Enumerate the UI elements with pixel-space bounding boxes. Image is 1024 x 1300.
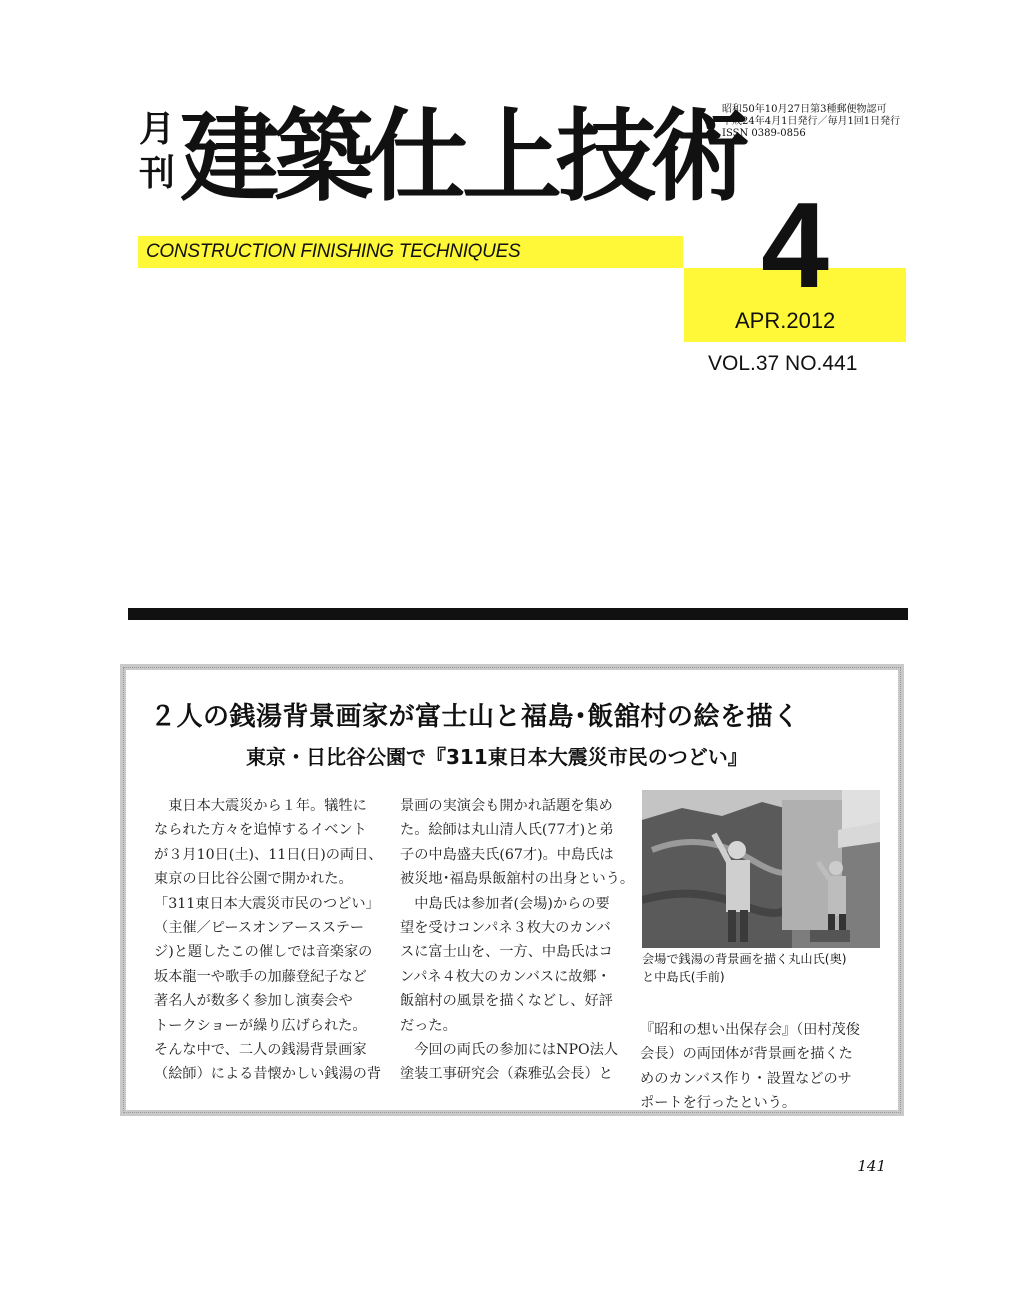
body-line: 坂本龍一や歌手の加藤登紀子など [154,968,367,985]
body-line: ポートを行ったという。 [640,1095,797,1112]
body-line: だった。 [400,1017,457,1034]
body-line: 中島氏は参加者(会場)からの要 [400,895,610,912]
magazine-english-title: CONSTRUCTION FINISHING TECHNIQUES [146,241,521,262]
body-line: 景画の実演会も開かれ話題を集め [400,798,613,814]
body-line: た。絵師は丸山清人氏(77才)と弟 [400,822,614,839]
caption-line: 会場で銭湯の背景画を描く丸山氏(奥) [642,952,847,966]
article-column-1 [154,794,383,1087]
body-line: ンパネ４枚大のカンバスに故郷・ [400,968,611,985]
page-number: 141 [857,1157,886,1175]
body-line: 東日本大震災から１年。犠牲に [154,798,367,814]
body-line: めのカンバス作り・設置などのサ [640,1070,852,1087]
painters-photo [642,790,880,948]
body-line: 「311東日本大震災市民のつどい」 [154,895,380,912]
article-subheadline: 東京・日比谷公園で『311東日本大震災市民のつどい』 [246,745,748,769]
body-line: 今回の両氏の参加にはNPO法人 [400,1042,619,1059]
issue-number: 4 [761,177,829,313]
body-line: （主催／ピースオンアースステー [154,920,365,937]
article-column-2 [400,794,635,1087]
body-line: なられた方々を追悼するイベント [154,822,367,839]
body-line: ジ)と題したこの催しでは音楽家の [154,944,373,961]
article-headline: ２人の銭湯背景画家が富士山と福島･飯舘村の絵を描く [150,702,800,732]
magazine-title: 建築仕上技術 [180,98,744,215]
caption-line: と中島氏(手前) [642,970,725,984]
body-line: 『昭和の想い出保存会』（田村茂俊 [640,1022,860,1038]
body-line: そんな中で、二人の銭湯背景画家 [154,1042,367,1059]
logo-monthly-mark [138,108,176,196]
body-line: 著名人が数多く参加し演奏会や [154,993,353,1010]
logo-monthly-char-1: 月 [138,109,175,150]
body-line: トークショーが繰り広げられた。 [154,1017,367,1034]
photo-caption [642,950,882,986]
postal-notice [722,104,922,140]
issn-line: ISSN 0389-0856 [722,128,806,139]
body-line: 塗装工事研究会（森雅弘会長）と [400,1066,613,1083]
body-line: 東京の日比谷公園で開かれた。 [154,871,353,888]
postal-notice-line: 昭和50年10月27日第3種郵便物認可 [722,104,887,115]
body-line: 飯舘村の風景を描くなどし、好評 [400,993,613,1010]
issue-date: APR.2012 [735,308,836,333]
body-line: 被災地･福島県飯舘村の出身という。 [400,871,635,888]
section-divider [128,608,908,620]
body-line: 望を受けコンパネ３枚大のカンバ [400,920,611,937]
article-column-3 [640,1018,866,1116]
body-line: 会長）の両団体が背景画を描くた [640,1046,853,1063]
postal-notice-line: 平成24年4月1日発行／毎月1回1日発行 [722,116,901,127]
body-line: （絵師）による昔懐かしい銭湯の背 [154,1066,382,1083]
body-line: が３月10日(土)、11日(日)の両日、 [154,846,383,863]
issue-volume: VOL.37 NO.441 [708,352,858,375]
body-line: 子の中島盛夫氏(67才)。中島氏は [400,846,614,863]
logo-monthly-char-2: 刊 [138,153,175,194]
painters-photo-illustration [642,790,880,948]
body-line: スに富士山を、一方、中島氏はコ [400,944,613,961]
